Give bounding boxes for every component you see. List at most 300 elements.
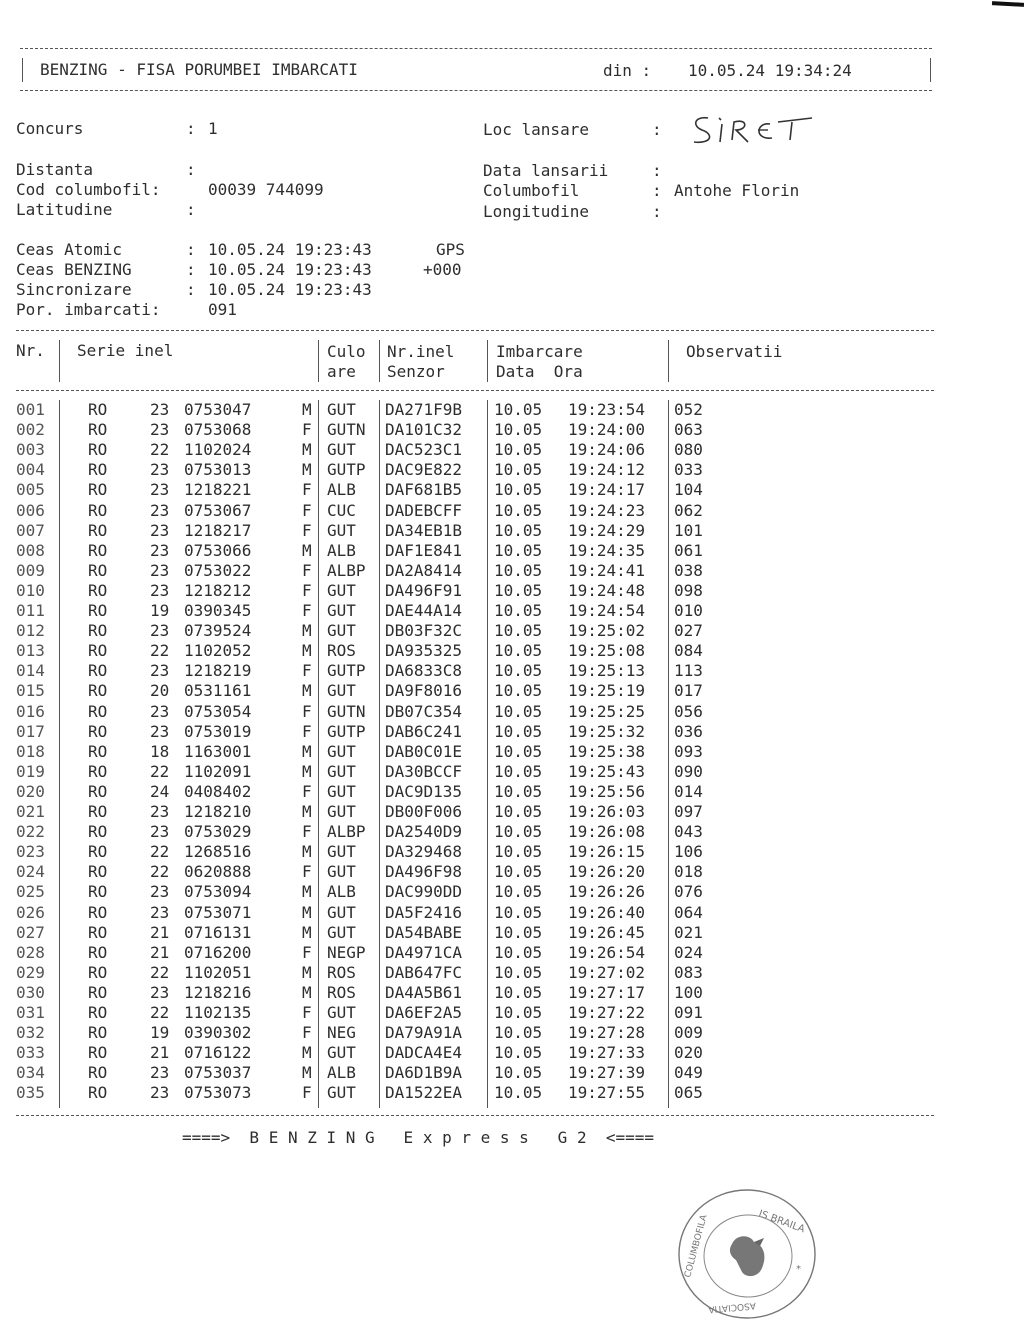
cell-observatii: 061 (674, 540, 703, 560)
cell-year: 23 (150, 802, 170, 821)
cell-sex: F (302, 661, 312, 681)
cell-time: 19:27:33 (568, 1043, 646, 1063)
cell-nr: 021 (16, 802, 45, 821)
data-lansarii-colon: : (652, 161, 662, 180)
association-stamp (676, 1186, 818, 1322)
cell-observatii: 065 (674, 1083, 703, 1103)
cell-sensor: DA935325 (385, 641, 463, 661)
cell-country: RO (88, 942, 108, 962)
cell-sensor: DAC9E822 (385, 460, 463, 480)
cell-observatii: 098 (674, 580, 703, 600)
table-bottom-rule (16, 1115, 934, 1116)
cell-year: 23 (150, 520, 170, 540)
cell-time: 19:26:15 (568, 842, 646, 862)
cell-time: 19:25:43 (568, 761, 646, 781)
cell-time: 19:27:55 (568, 1083, 646, 1103)
cell-sensor: DADCA4E4 (385, 1043, 463, 1063)
cell-country: RO (88, 721, 108, 741)
cell-sex: M (302, 460, 312, 480)
cell-color: ALB (327, 480, 356, 500)
por-label: Por. imbarcati: (16, 300, 161, 319)
cell-color: GUT (327, 621, 356, 641)
cell-nr: 032 (16, 1023, 45, 1043)
cell-date: 10.05 (494, 641, 543, 661)
cell-date: 10.05 (494, 882, 543, 902)
cell-sex: M (302, 1043, 312, 1063)
cell-year: 22 (150, 842, 170, 862)
cell-sensor: DAE44A14 (385, 601, 463, 620)
cell-observatii: 018 (674, 862, 703, 882)
cell-country: RO (88, 1043, 108, 1063)
columbofil-label: Columbofil (483, 181, 580, 200)
cell-nr: 035 (16, 1083, 45, 1103)
cell-year: 19 (150, 1023, 170, 1043)
cell-ring-number: 1102051 (184, 962, 252, 982)
cell-sex: M (302, 641, 312, 661)
col-nrinel-2: Senzor (387, 362, 445, 381)
cell-color: NEG (327, 1023, 356, 1043)
cell-year: 23 (150, 621, 170, 641)
cell-ring-number: 1102024 (184, 440, 252, 460)
cell-sensor: DA496F91 (385, 580, 463, 600)
cell-color: GUTP (327, 460, 366, 480)
cell-year: 21 (150, 1043, 170, 1063)
cell-year: 23 (150, 540, 170, 560)
cell-nr: 027 (16, 922, 45, 942)
cell-color: GUT (327, 741, 356, 761)
atomic-colon: : (186, 240, 196, 259)
cell-nr: 017 (16, 721, 45, 741)
cell-sex: M (302, 902, 312, 922)
cell-color: GUTP (327, 721, 366, 741)
cell-ring-number: 0620888 (184, 862, 252, 882)
table-top-rule (16, 330, 934, 331)
cell-time: 19:27:02 (568, 962, 646, 982)
cell-sex: M (302, 741, 312, 761)
cell-sex: F (302, 480, 312, 500)
cell-sensor: DA101C32 (385, 420, 463, 440)
longitudine-colon: : (652, 202, 662, 221)
cell-country: RO (88, 1063, 108, 1083)
cell-sex: M (302, 400, 312, 419)
cell-country: RO (88, 460, 108, 480)
loc-colon: : (652, 120, 662, 139)
cell-date: 10.05 (494, 1003, 543, 1022)
atomic-value: 10.05.24 19:23:43 (208, 240, 372, 259)
columbofil-value: Antohe Florin (674, 181, 800, 200)
cell-ring-number: 1218216 (184, 982, 252, 1002)
cell-ring-number: 1102052 (184, 641, 252, 661)
cell-sensor: DA6EF2A5 (385, 1003, 463, 1022)
cell-sensor: DAC523C1 (385, 440, 463, 460)
cell-sensor: DA4971CA (385, 942, 463, 962)
col-nr: Nr. (16, 341, 45, 360)
cell-year: 18 (150, 741, 170, 761)
cell-color: GUT (327, 802, 356, 821)
cell-ring-number: 1218212 (184, 580, 252, 600)
cell-time: 19:24:29 (568, 520, 646, 540)
loc-handwritten-value (686, 108, 816, 152)
cell-year: 23 (150, 721, 170, 741)
cell-time: 19:25:32 (568, 721, 646, 741)
cell-color: ROS (327, 962, 356, 982)
cell-sex: F (302, 721, 312, 741)
cell-observatii: 083 (674, 962, 703, 982)
col-nrinel-1: Nr.inel (387, 342, 455, 361)
cell-observatii: 014 (674, 781, 703, 801)
cell-date: 10.05 (494, 500, 543, 520)
cell-nr: 029 (16, 962, 45, 982)
cell-observatii: 090 (674, 761, 703, 781)
cell-date: 10.05 (494, 1083, 543, 1103)
cell-ring-number: 0753067 (184, 500, 252, 520)
cell-sex: M (302, 922, 312, 942)
cell-color: GUTN (327, 701, 366, 721)
cell-nr: 012 (16, 621, 45, 641)
cell-date: 10.05 (494, 761, 543, 781)
cell-sex: F (302, 822, 312, 842)
cell-time: 19:26:08 (568, 822, 646, 842)
concurs-colon: : (186, 119, 196, 138)
cell-country: RO (88, 480, 108, 500)
cell-observatii: 021 (674, 922, 703, 942)
cell-time: 19:26:45 (568, 922, 646, 942)
cell-sensor: DA30BCCF (385, 761, 463, 781)
cell-observatii: 080 (674, 440, 703, 460)
cell-nr: 019 (16, 761, 45, 781)
cell-time: 19:25:56 (568, 781, 646, 801)
cell-color: GUTP (327, 661, 366, 681)
cell-ring-number: 1218219 (184, 661, 252, 681)
cell-nr: 031 (16, 1003, 45, 1022)
cell-time: 19:27:39 (568, 1063, 646, 1083)
cell-date: 10.05 (494, 701, 543, 721)
cell-ring-number: 0753073 (184, 1083, 252, 1103)
cell-time: 19:24:54 (568, 601, 646, 620)
cell-country: RO (88, 842, 108, 862)
cell-color: GUT (327, 842, 356, 862)
cell-date: 10.05 (494, 460, 543, 480)
cell-nr: 033 (16, 1043, 45, 1063)
cell-date: 10.05 (494, 842, 543, 862)
cell-sensor: DAC9D135 (385, 781, 463, 801)
cell-country: RO (88, 962, 108, 982)
cell-time: 19:25:19 (568, 681, 646, 701)
cell-sex: M (302, 440, 312, 460)
loc-label: Loc lansare (483, 120, 589, 139)
cell-color: ALBP (327, 822, 366, 842)
benzing-value: 10.05.24 19:23:43 (208, 260, 372, 279)
cell-country: RO (88, 681, 108, 701)
cell-country: RO (88, 440, 108, 460)
cell-date: 10.05 (494, 520, 543, 540)
distanta-label: Distanta (16, 160, 94, 179)
cell-nr: 005 (16, 480, 45, 500)
cell-country: RO (88, 862, 108, 882)
cell-sex: M (302, 802, 312, 821)
cell-time: 19:25:08 (568, 641, 646, 661)
table-header-rule (16, 390, 934, 391)
cell-ring-number: 0753022 (184, 560, 252, 580)
cell-sex: M (302, 882, 312, 902)
cell-observatii: 113 (674, 661, 703, 681)
cell-nr: 011 (16, 601, 45, 620)
cell-time: 19:24:35 (568, 540, 646, 560)
cell-nr: 028 (16, 942, 45, 962)
cell-nr: 020 (16, 781, 45, 801)
cell-year: 23 (150, 400, 170, 419)
cell-color: GUTN (327, 420, 366, 440)
cell-sex: F (302, 942, 312, 962)
cell-year: 22 (150, 1003, 170, 1022)
cell-time: 19:24:23 (568, 500, 646, 520)
cell-sensor: DA2540D9 (385, 822, 463, 842)
cell-country: RO (88, 400, 108, 419)
latitudine-label: Latitudine (16, 200, 113, 219)
cell-observatii: 097 (674, 802, 703, 821)
col-imbarcare-1: Imbarcare (496, 342, 583, 361)
cell-observatii: 091 (674, 1003, 703, 1022)
distanta-colon: : (186, 160, 196, 179)
cell-year: 23 (150, 822, 170, 842)
cell-year: 21 (150, 942, 170, 962)
cell-sensor: DAF681B5 (385, 480, 463, 500)
cell-nr: 009 (16, 560, 45, 580)
cell-country: RO (88, 580, 108, 600)
cell-date: 10.05 (494, 942, 543, 962)
cell-time: 19:24:00 (568, 420, 646, 440)
cell-observatii: 043 (674, 822, 703, 842)
cell-nr: 003 (16, 440, 45, 460)
cell-observatii: 084 (674, 641, 703, 661)
cell-ring-number: 0753013 (184, 460, 252, 480)
cell-time: 19:24:06 (568, 440, 646, 460)
cell-year: 23 (150, 420, 170, 440)
cell-ring-number: 0753066 (184, 540, 252, 560)
cell-color: GUT (327, 1003, 356, 1022)
cell-date: 10.05 (494, 922, 543, 942)
cell-year: 23 (150, 560, 170, 580)
cell-country: RO (88, 1083, 108, 1103)
cell-observatii: 052 (674, 400, 703, 419)
cell-date: 10.05 (494, 802, 543, 821)
cell-date: 10.05 (494, 1063, 543, 1083)
cell-country: RO (88, 560, 108, 580)
cell-year: 23 (150, 982, 170, 1002)
longitudine-label: Longitudine (483, 202, 589, 221)
cell-date: 10.05 (494, 721, 543, 741)
cell-time: 19:25:13 (568, 661, 646, 681)
cell-observatii: 093 (674, 741, 703, 761)
footer-text: ====> B E N Z I N G E x p r e s s G 2 <==== (182, 1128, 655, 1147)
cell-sensor: DA329468 (385, 842, 463, 862)
cell-color: GUT (327, 1083, 356, 1103)
cell-color: ROS (327, 641, 356, 661)
cell-country: RO (88, 621, 108, 641)
cell-time: 19:26:03 (568, 802, 646, 821)
cell-observatii: 036 (674, 721, 703, 741)
col-observatii: Observatii (686, 342, 783, 361)
cell-country: RO (88, 882, 108, 902)
cell-nr: 023 (16, 842, 45, 862)
cell-observatii: 017 (674, 681, 703, 701)
cell-ring-number: 0753037 (184, 1063, 252, 1083)
cell-year: 23 (150, 500, 170, 520)
cell-sex: F (302, 420, 312, 440)
cell-observatii: 024 (674, 942, 703, 962)
cell-sensor: DAB647FC (385, 962, 463, 982)
cell-country: RO (88, 761, 108, 781)
cell-observatii: 009 (674, 1023, 703, 1043)
cell-color: GUT (327, 400, 356, 419)
cell-ring-number: 0716122 (184, 1043, 252, 1063)
benzing-suffix: +000 (423, 260, 462, 279)
cell-date: 10.05 (494, 440, 543, 460)
cell-time: 19:23:54 (568, 400, 646, 419)
cell-observatii: 020 (674, 1043, 703, 1063)
cell-country: RO (88, 420, 108, 440)
cell-sensor: DA496F98 (385, 862, 463, 882)
cell-ring-number: 1102135 (184, 1003, 252, 1022)
svg-text:IS BRAILA: IS BRAILA (756, 1208, 807, 1236)
cell-sensor: DA79A91A (385, 1023, 463, 1043)
cell-nr: 025 (16, 882, 45, 902)
cell-nr: 015 (16, 681, 45, 701)
cell-sensor: DB07C354 (385, 701, 463, 721)
cell-sex: M (302, 761, 312, 781)
cell-observatii: 049 (674, 1063, 703, 1083)
cell-observatii: 038 (674, 560, 703, 580)
cell-ring-number: 0408402 (184, 781, 252, 801)
cell-time: 19:26:54 (568, 942, 646, 962)
cell-observatii: 056 (674, 701, 703, 721)
cell-observatii: 027 (674, 621, 703, 641)
cell-date: 10.05 (494, 962, 543, 982)
cell-time: 19:26:40 (568, 902, 646, 922)
cell-ring-number: 0753071 (184, 902, 252, 922)
cell-date: 10.05 (494, 902, 543, 922)
cell-ring-number: 1218217 (184, 520, 252, 540)
cell-year: 22 (150, 440, 170, 460)
cell-ring-number: 0716131 (184, 922, 252, 942)
benzing-colon: : (186, 260, 196, 279)
sync-label: Sincronizare (16, 280, 132, 299)
cell-year: 23 (150, 902, 170, 922)
cell-sensor: DA9F8016 (385, 681, 463, 701)
cell-ring-number: 0739524 (184, 621, 252, 641)
cell-year: 23 (150, 701, 170, 721)
cell-date: 10.05 (494, 580, 543, 600)
col-culoare-2: are (327, 362, 356, 381)
cell-year: 24 (150, 781, 170, 801)
cell-country: RO (88, 1023, 108, 1043)
cell-date: 10.05 (494, 400, 543, 419)
cell-nr: 004 (16, 460, 45, 480)
cell-observatii: 100 (674, 982, 703, 1002)
corner-mark (992, 1, 1024, 7)
cell-country: RO (88, 822, 108, 842)
cell-ring-number: 0753094 (184, 882, 252, 902)
cell-color: GUT (327, 781, 356, 801)
cell-nr: 018 (16, 741, 45, 761)
cell-color: GUT (327, 761, 356, 781)
cell-ring-number: 0716200 (184, 942, 252, 962)
cell-observatii: 062 (674, 500, 703, 520)
cell-country: RO (88, 500, 108, 520)
cell-year: 22 (150, 761, 170, 781)
benzing-label: Ceas BENZING (16, 260, 132, 279)
cell-color: GUT (327, 1043, 356, 1063)
cell-nr: 030 (16, 982, 45, 1002)
cell-date: 10.05 (494, 741, 543, 761)
cell-date: 10.05 (494, 621, 543, 641)
cell-sensor: DA54BABE (385, 922, 463, 942)
por-value: 091 (208, 300, 237, 319)
cell-color: GUT (327, 681, 356, 701)
cell-color: GUT (327, 580, 356, 600)
date-value: 10.05.24 19:34:24 (688, 61, 852, 80)
cell-year: 19 (150, 601, 170, 620)
cell-observatii: 101 (674, 520, 703, 540)
cell-ring-number: 0390302 (184, 1023, 252, 1043)
cell-color: GUT (327, 440, 356, 460)
cell-color: GUT (327, 601, 356, 620)
cell-nr: 014 (16, 661, 45, 681)
page-title: BENZING - FISA PORUMBEI IMBARCATI (40, 60, 358, 79)
cell-nr: 001 (16, 400, 45, 419)
cell-sex: F (302, 781, 312, 801)
cell-sex: F (302, 520, 312, 540)
cell-color: GUT (327, 520, 356, 540)
cell-date: 10.05 (494, 420, 543, 440)
cell-color: ALBP (327, 560, 366, 580)
cell-country: RO (88, 902, 108, 922)
cell-nr: 034 (16, 1063, 45, 1083)
cell-sensor: DAB6C241 (385, 721, 463, 741)
cell-year: 22 (150, 862, 170, 882)
cell-sex: F (302, 701, 312, 721)
cell-sex: F (302, 601, 312, 620)
cell-year: 23 (150, 480, 170, 500)
cell-color: GUT (327, 902, 356, 922)
cell-sensor: DB03F32C (385, 621, 463, 641)
col-culoare-1: Culo (327, 342, 366, 361)
cell-sensor: DA2A8414 (385, 560, 463, 580)
cell-sensor: DA6833C8 (385, 661, 463, 681)
cell-year: 22 (150, 641, 170, 661)
cell-sex: F (302, 580, 312, 600)
cell-observatii: 104 (674, 480, 703, 500)
cell-sex: M (302, 621, 312, 641)
cell-country: RO (88, 922, 108, 942)
sync-colon: : (186, 280, 196, 299)
cell-ring-number: 0531161 (184, 681, 252, 701)
cell-sex: F (302, 862, 312, 882)
cell-nr: 008 (16, 540, 45, 560)
cell-color: CUC (327, 500, 356, 520)
cell-color: GUT (327, 862, 356, 882)
cell-sensor: DB00F006 (385, 802, 463, 821)
cell-date: 10.05 (494, 781, 543, 801)
cell-country: RO (88, 661, 108, 681)
cell-date: 10.05 (494, 862, 543, 882)
cell-sex: M (302, 842, 312, 862)
cod-label: Cod columbofil: (16, 180, 161, 199)
date-label: din : (603, 61, 652, 80)
cell-color: ALB (327, 882, 356, 902)
concurs-label: Concurs (16, 119, 84, 138)
cell-sex: M (302, 540, 312, 560)
